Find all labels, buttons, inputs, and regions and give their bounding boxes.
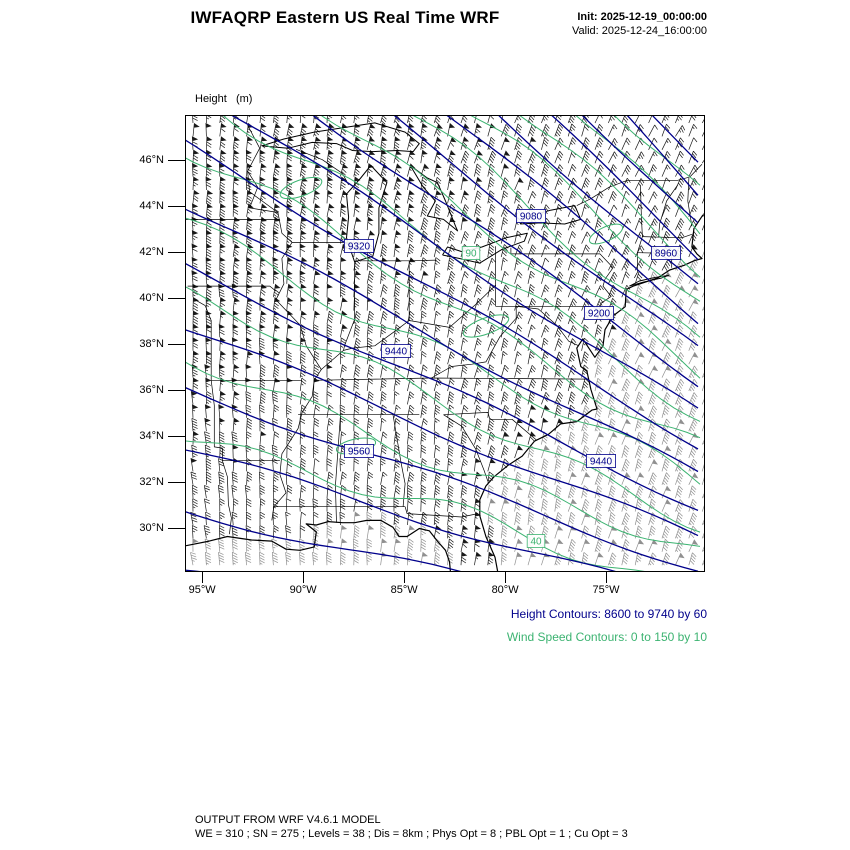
svg-text:9440: 9440 — [384, 346, 408, 358]
y-axis-tick — [168, 528, 185, 529]
footer-model-line: OUTPUT FROM WRF V4.6.1 MODEL — [195, 814, 381, 826]
caption-wind-contours: Wind Speed Contours: 0 to 150 by 10 — [506, 630, 707, 644]
x-axis-tick — [606, 571, 607, 583]
svg-text:8960: 8960 — [654, 248, 678, 260]
x-axis-tick — [303, 571, 304, 583]
x-axis-label: 90°W — [289, 584, 317, 596]
x-axis-label: 75°W — [592, 584, 620, 596]
x-axis-tick — [404, 571, 405, 583]
map-canvas — [186, 116, 704, 571]
y-axis-label: 30°N — [139, 521, 164, 534]
model-footer — [195, 813, 628, 841]
x-axis-tick — [505, 571, 506, 583]
svg-text:40: 40 — [530, 536, 542, 548]
y-axis-label: 44°N — [139, 199, 164, 212]
y-axis-tick — [168, 482, 185, 483]
y-axis-tick — [168, 206, 185, 207]
legend-height: Height (m) — [195, 93, 253, 105]
y-axis-tick — [168, 436, 185, 437]
x-axis-tick — [202, 571, 203, 583]
page-title: IWFAQRP Eastern US Real Time WRF — [190, 8, 500, 27]
x-axis-label: 95°W — [188, 584, 216, 596]
caption-height-contours: Height Contours: 8600 to 9740 by 60 — [510, 607, 707, 621]
x-axis-label: 80°W — [491, 584, 519, 596]
x-axis-label: 85°W — [390, 584, 418, 596]
y-axis-label: 36°N — [139, 383, 164, 396]
y-axis-label: 34°N — [139, 429, 164, 442]
svg-text:90: 90 — [465, 248, 477, 260]
svg-text:9320: 9320 — [347, 241, 371, 253]
y-axis-tick — [168, 390, 185, 391]
y-axis-label: 32°N — [139, 475, 164, 488]
init-timestamp: Init: 2025-12-19_00:00:00 — [577, 11, 707, 23]
y-axis-label: 40°N — [139, 291, 164, 304]
wind-barbs-layer — [191, 116, 705, 565]
svg-text:9560: 9560 — [347, 446, 371, 458]
y-axis-tick — [168, 252, 185, 253]
y-axis-tick — [168, 344, 185, 345]
valid-timestamp: Valid: 2025-12-24_16:00:00 — [572, 25, 707, 37]
timestamp-block — [572, 10, 707, 38]
y-axis-tick — [168, 160, 185, 161]
map-frame — [185, 115, 705, 572]
y-axis-tick — [168, 298, 185, 299]
svg-text:9200: 9200 — [587, 308, 611, 320]
svg-text:9440: 9440 — [589, 456, 613, 468]
y-axis-label: 46°N — [139, 153, 164, 166]
svg-text:9080: 9080 — [519, 211, 543, 223]
y-axis-label: 42°N — [139, 245, 164, 258]
footer-config-line: WE = 310 ; SN = 275 ; Levels = 38 ; Dis = 8km ; Phys Opt = 8 ; PBL Opt = 1 ; Cu Opt = 3 — [195, 828, 628, 840]
y-axis-label: 38°N — [139, 337, 164, 350]
